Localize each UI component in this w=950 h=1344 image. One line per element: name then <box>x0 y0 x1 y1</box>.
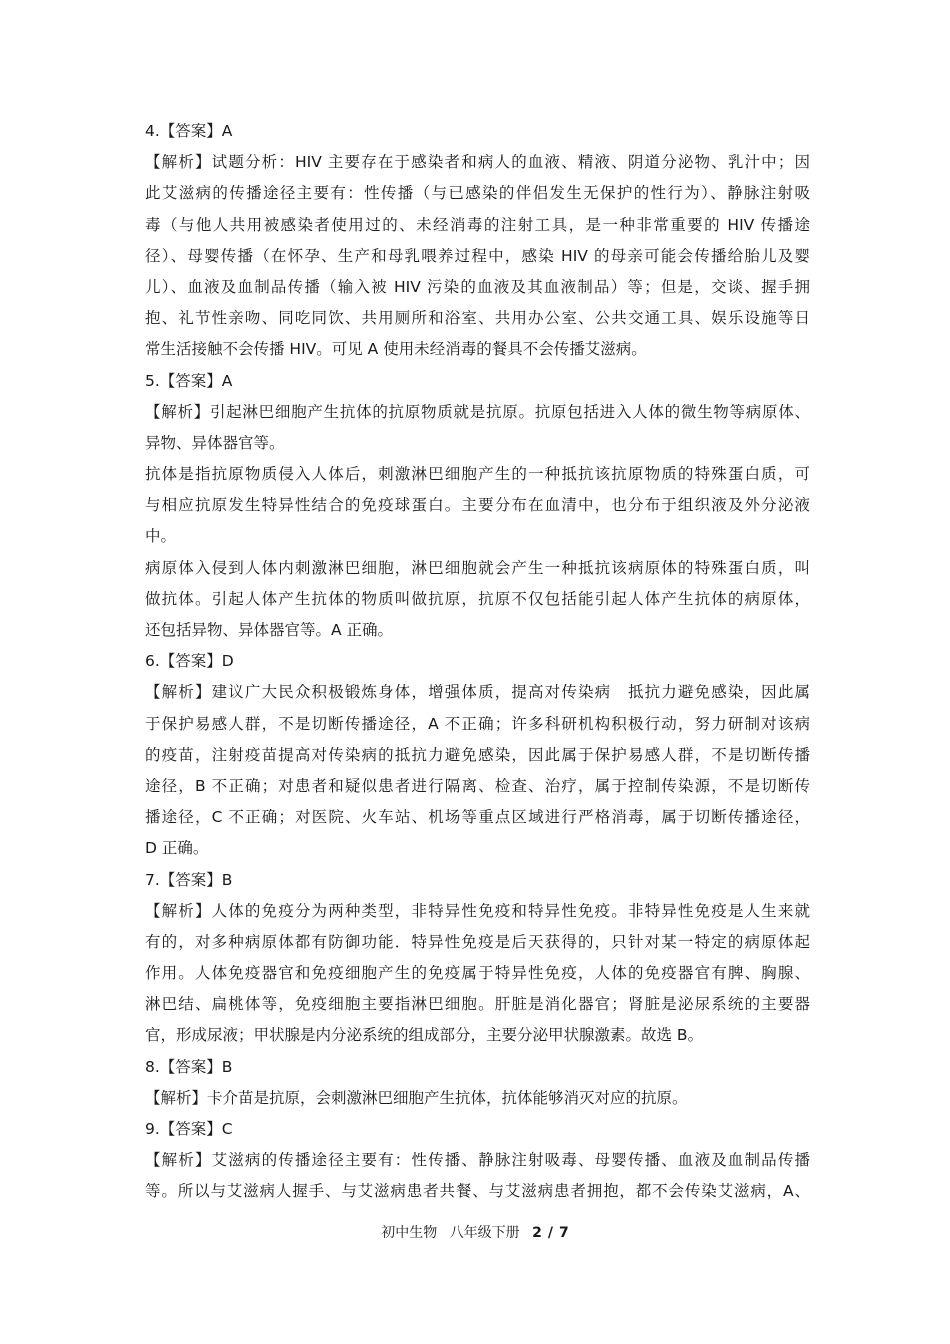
analysis-line: 淋巴结、扁桃体等，免疫细胞主要指淋巴细胞。肝脏是消化器官；肾脏是泌尿系统的主要器 <box>145 995 810 1014</box>
analysis-line: 【解析】建议广大民众积极锻炼身体，增强体质，提高对传染病 抵抗力避免感染，因此属 <box>145 683 810 702</box>
analysis-line: 毒（与他人共用被感染者使用过的、未经消毒的注射工具，是一种非常重要的 HIV 传播途 <box>145 215 810 234</box>
answer-heading: 5.【答案】A <box>145 371 233 390</box>
analysis-line: 播途径，C 不正确；对医院、火车站、机场等重点区域进行严格消毒，属于切断传播途径， <box>145 808 810 827</box>
analysis-line: 等。所以与艾滋病人握手、与艾滋病患者共餐、与艾滋病患者拥抱，都不会传染艾滋病，A、 <box>145 1182 810 1201</box>
answer-heading: 8.【答案】B <box>145 1057 233 1076</box>
analysis-line: 儿）、血液及血制品传播（输入被 HIV 污染的血液及其血液制品）等；但是，交谈、握手拥 <box>145 277 810 296</box>
analysis-line: 作用。人体免疫器官和免疫细胞产生的免疫属于特异性免疫，人体的免疫器官有脾、胸腺、 <box>145 964 810 983</box>
analysis-line: 的疫苗，注射疫苗提高对传染病的抵抗力避免感染，因此属于保护易感人群，不是切断传播 <box>145 745 810 764</box>
answer-heading: 7.【答案】B <box>145 870 233 889</box>
analysis-line: 有的，对多种病原体都有防御功能．特异性免疫是后天获得的，只针对某一特定的病原体起 <box>145 932 810 951</box>
analysis-line: 病原体入侵到人体内刺激淋巴细胞，淋巴细胞就会产生一种抵抗该病原体的特殊蛋白质，叫 <box>145 558 810 577</box>
analysis-line: 于保护易感人群，不是切断传播途径，A 不正确；许多科研机构积极行动，努力研制对该病 <box>145 714 810 733</box>
analysis-line: 【解析】试题分析：HIV 主要存在于感染者和病人的血液、精液、阴道分泌物、乳汁中；因 <box>145 153 810 172</box>
analysis-line: 途径，B 不正确；对患者和疑似患者进行隔离、检查、治疗，属于控制传染源，不是切断传 <box>145 776 810 795</box>
answer-heading: 4.【答案】A <box>145 122 233 140</box>
analysis-line: 与相应抗原发生特异性结合的免疫球蛋白。主要分布在血清中，也分布于组织液及外分泌液 <box>145 496 810 515</box>
analysis-line: 【解析】卡介苗是抗原，会刺激淋巴细胞产生抗体，抗体能够消灭对应的抗原。 <box>145 1088 688 1107</box>
analysis-line: 做抗体。引起人体产生抗体的物质叫做抗原，抗原不仅包括能引起人体产生抗体的病原体， <box>145 589 810 608</box>
analysis-line: 中。 <box>145 527 177 546</box>
analysis-line: D 正确。 <box>145 839 209 858</box>
analysis-line: 【解析】人体的免疫分为两种类型，非特异性免疫和特异性免疫。非特异性免疫是人生来就 <box>145 901 810 920</box>
answer-content <box>145 116 810 1208</box>
footer-page-number: 2 <box>532 1225 542 1241</box>
answer-heading: 9.【答案】C <box>145 1120 233 1138</box>
page-footer <box>0 1223 950 1243</box>
analysis-line: 抱、礼节性亲吻、同吃同饮、共用厕所和浴室、共用办公室、公共交通工具、娱乐设施等日 <box>145 309 810 328</box>
footer-separator: / <box>547 1225 554 1241</box>
analysis-line: 【解析】引起淋巴细胞产生抗体的抗原物质就是抗原。抗原包括进入人体的微生物等病原体、 <box>145 402 810 421</box>
analysis-line: 【解析】艾滋病的传播途径主要有：性传播、静脉注射吸毒、母婴传播、血液及血制品传播 <box>145 1151 810 1170</box>
analysis-line: 常生活接触不会传播 HIV。可见 A 使用未经消毒的餐具不会传播艾滋病。 <box>145 340 647 359</box>
analysis-line: 官，形成尿液；甲状腺是内分泌系统的组成部分，主要分泌甲状腺激素。故选 B。 <box>145 1026 704 1045</box>
analysis-line: 径）、母婴传播（在怀孕、生产和母乳喂养过程中，感染 HIV 的母亲可能会传播给胎儿及婴 <box>145 246 810 265</box>
analysis-line: 抗体是指抗原物质侵入人体后，刺激淋巴细胞产生的一种抵抗该抗原物质的特殊蛋白质，可 <box>145 465 810 484</box>
footer-grade: 八年级下册 <box>449 1225 520 1241</box>
analysis-line: 还包括异物、异体器官等。A 正确。 <box>145 621 394 639</box>
analysis-line: 异物、异体器官等。 <box>145 433 285 452</box>
footer-total-pages: 7 <box>559 1225 569 1241</box>
analysis-line: 此艾滋病的传播途径主要有：性传播（与已感染的伴侣发生无保护的性行为）、静脉注射吸 <box>145 184 810 203</box>
footer-course: 初中生物 <box>381 1225 438 1241</box>
answer-heading: 6.【答案】D <box>145 652 234 671</box>
